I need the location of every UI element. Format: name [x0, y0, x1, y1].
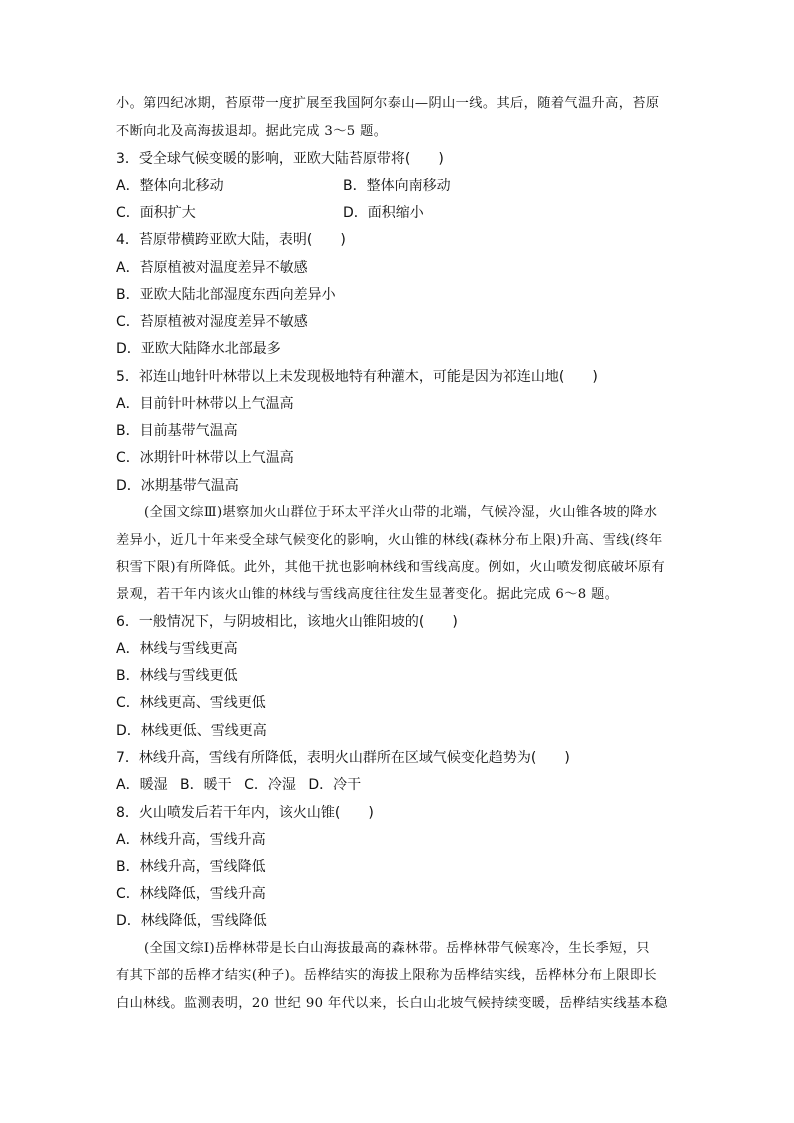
passage1-line2: 不断向北及高海拔退却。据此完成 3～5 题。: [116, 124, 388, 139]
q4-option-a: A．苔原植被对温度差异不敏感: [116, 260, 308, 276]
q6-option-a: A．林线与雪线更高: [116, 641, 238, 657]
q6-stem: 6．一般情况下，与阴坡相比，该地火山锥阳坡的( ): [116, 614, 458, 630]
q7-stem: 7．林线升高，雪线有所降低，表明火山群所在区域气候变化趋势为( ): [116, 750, 570, 766]
q7-options-row: [116, 776, 686, 794]
q3-options-row2: [116, 204, 686, 222]
q8-option-d: D．林线降低，雪线降低: [116, 913, 267, 929]
q7-option-a: A．暖湿: [116, 777, 168, 793]
q6-option-c: C．林线更高、雪线更低: [116, 695, 266, 711]
passage1-line1: 小。第四纪冰期，苔原带一度扩展至我国阿尔泰山—阴山一线。其后，随着气温升高，苔原: [116, 96, 660, 111]
q5-option-a: A．目前针叶林带以上气温高: [116, 396, 294, 412]
passage2-line1: (全国文综Ⅲ)堪察加火山群位于环太平洋火山带的北端，气候冷湿，火山锥各坡的降水: [144, 505, 658, 520]
q7-option-b: B．暖干: [180, 777, 232, 793]
q4-stem: 4．苔原带横跨亚欧大陆，表明( ): [116, 232, 346, 248]
q7-option-d: D．冷干: [308, 777, 362, 793]
q6-option-d: D．林线更低、雪线更高: [116, 723, 267, 739]
q4-option-d: D．亚欧大陆降水北部最多: [116, 341, 281, 357]
q8-stem: 8．火山喷发后若干年内，该火山锥( ): [116, 805, 374, 821]
q8-option-c: C．林线降低，雪线升高: [116, 886, 266, 902]
passage2-line3: 积雪下限)有所降低。此外，其他干扰也影响林线和雪线高度。例如，火山喷发彻底破坏原有: [116, 560, 666, 575]
passage3-line1: (全国文综Ⅰ)岳桦林带是长白山海拔最高的森林带。岳桦林带气候寒冷，生长季短，只: [144, 941, 650, 956]
passage2-line4: 景观，若干年内该火山锥的林线与雪线高度往往发生显著变化。据此完成 6～8 题。: [116, 587, 619, 602]
q5-option-c: C．冰期针叶林带以上气温高: [116, 450, 294, 466]
q3-option-b: B．整体向南移动: [343, 178, 451, 194]
q4-option-b: B．亚欧大陆北部湿度东西向差异小: [116, 287, 336, 303]
q5-option-b: B．目前基带气温高: [116, 423, 238, 439]
passage2-line2: 差异小，近几十年来受全球气候变化的影响，火山锥的林线(森林分布上限)升高、雪线(终年: [116, 533, 663, 548]
q8-option-b: B．林线升高，雪线降低: [116, 859, 266, 875]
q3-option-a: A．整体向北移动: [116, 178, 224, 194]
q3-option-d: D．面积缩小: [343, 205, 424, 221]
q6-option-b: B．林线与雪线更低: [116, 668, 238, 684]
q5-option-d: D．冰期基带气温高: [116, 478, 239, 494]
q4-option-c: C．苔原植被对湿度差异不敏感: [116, 314, 308, 330]
passage3-line2: 有其下部的岳桦才结实(种子)。岳桦结实的海拔上限称为岳桦结实线，岳桦林分布上限即长: [116, 968, 657, 983]
q3-options-row1: [116, 177, 686, 195]
passage3-line3: 白山林线。监测表明，20 世纪 90 年代以来，长白山北坡气候持续变暖，岳桦结实线基本稳: [116, 996, 668, 1011]
q3-option-c: C．面积扩大: [116, 205, 196, 221]
q3-stem: 3．受全球气候变暖的影响，亚欧大陆苔原带将( ): [116, 151, 444, 167]
q8-option-a: A．林线升高，雪线升高: [116, 832, 266, 848]
q7-option-c: C．冷湿: [244, 777, 296, 793]
q5-stem: 5．祁连山地针叶林带以上未发现极地特有种灌木，可能是因为祁连山地( ): [116, 369, 598, 385]
